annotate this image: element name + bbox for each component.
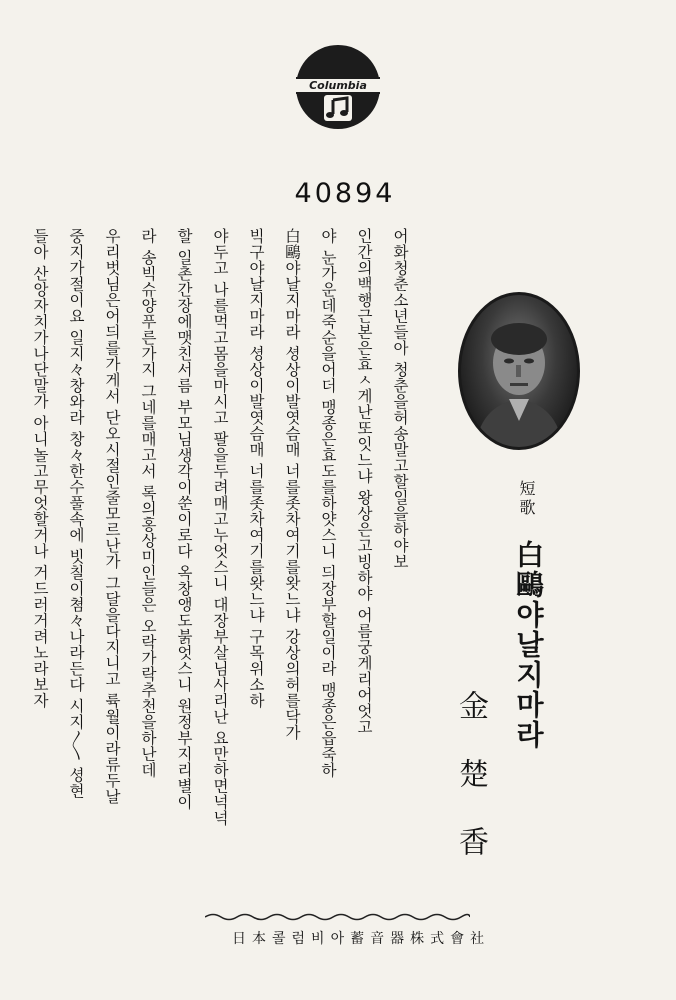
lyric-line: 인간의백행근본은효ㅅ게난또잇느냐 왕상은고빙하야 어름궁게리어엇고 (355, 228, 373, 735)
lyric-line: 중지가절이요 일지々창와라 창々한수풀속에 빗칠이쳠々나라든다 시지〳〵 셩현 (67, 228, 85, 799)
lyric-line: 우리벗님은어듸를가게서 단오시절인줄모르난가 그달을다지니고 륙월이라류두날 (103, 228, 121, 805)
lyric-line: 할 일촌간장에맷친서름 부모님생각이쑨이로다 옥창앵도붉엇스니 원정부지리별이 (175, 228, 193, 810)
song-title: 白鷗야날지마라 (512, 540, 545, 750)
author-name: 金楚香 (453, 690, 488, 894)
lyric-line: 야 눈가운데죽순을어더 맹종은효도를하얏스니 듸장부할일이라 맹종은읍죽하 (319, 228, 337, 778)
wavy-divider (205, 912, 470, 922)
portrait-figure (461, 295, 577, 447)
lyric-line: 어화청춘소년들아 청춘을허송말고할일을하야보 (391, 228, 409, 570)
song-genre: 短歌 (517, 480, 536, 518)
brand-wordmark: Columbia (296, 77, 380, 94)
lyric-line: 야두고 나를먹고몸을마시고 팔을두려매고누엇스니 대장부살님사리난 요만하면넉넉 (211, 228, 229, 826)
columbia-logo (296, 45, 380, 129)
lyric-line: 빅구야날지마라 셩상이발엿슴매 너를좃차여기를왓느냐 구목위소하 (247, 228, 265, 709)
lyric-line: 들아 산앙자치가나단말가 아니놀고무엇할거나 거드러거려노라보자 (31, 228, 49, 709)
author-portrait (458, 292, 580, 450)
catalog-number: 40894 (294, 178, 396, 209)
publisher-name: 日本콜럼비아蓄音器株式會社 (232, 931, 491, 947)
lyric-line: 라 송빅슈양푸른가지 그네를매고서 록의홍상미인들은 오락가락추천을하난데 (139, 228, 157, 778)
lyric-line: 白鷗야날지마라 셩상이발엿슴매 너를좃차여기를왓느냐 강상의허를닥가 (283, 228, 301, 741)
music-note-icon (320, 93, 356, 123)
lyrics-body (31, 228, 412, 888)
